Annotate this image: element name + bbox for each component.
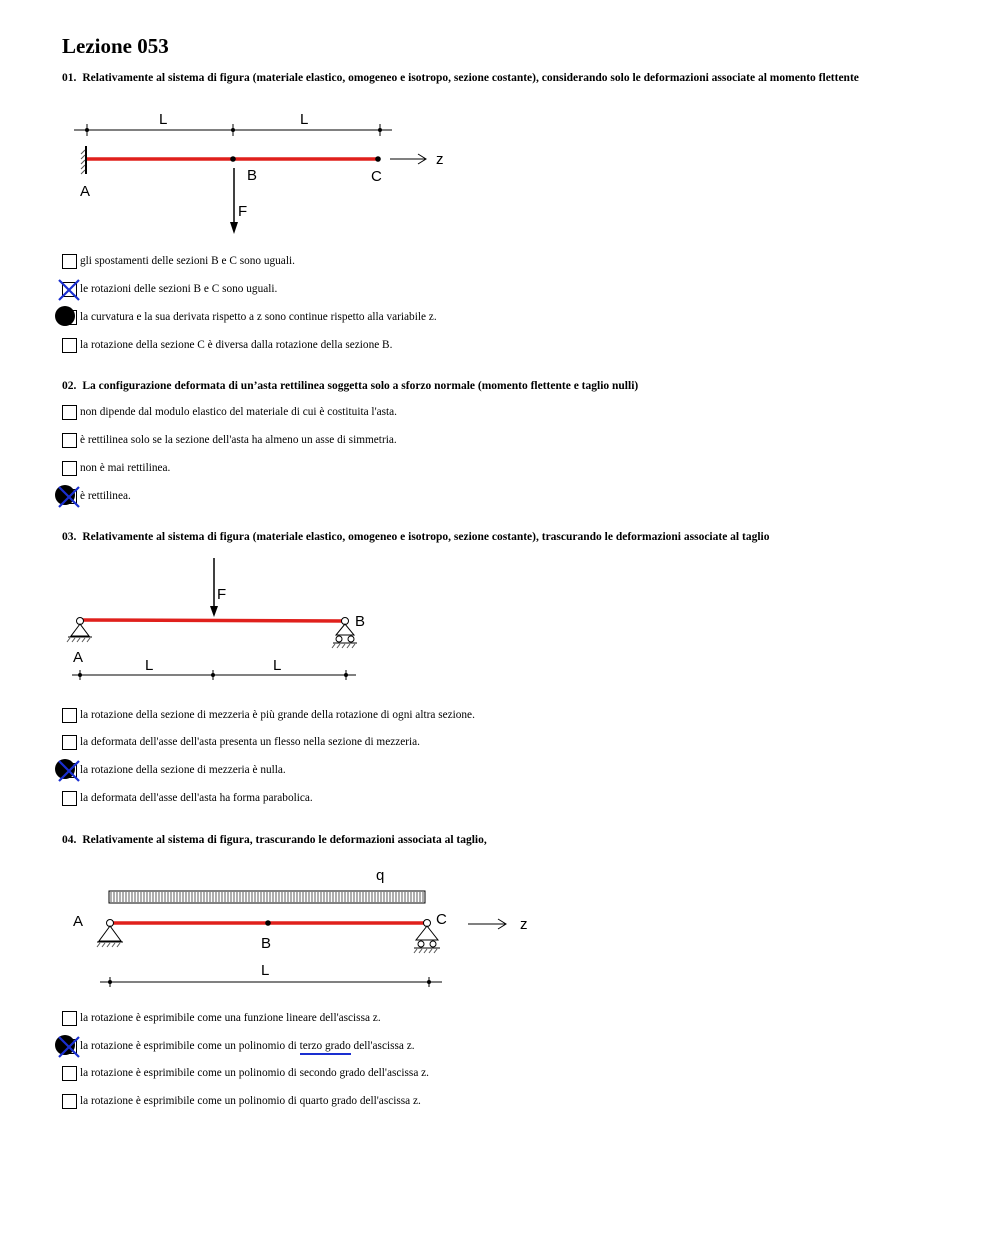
- checkbox[interactable]: [62, 1011, 77, 1026]
- force-label-f: F: [238, 203, 248, 220]
- node-label-b: B: [247, 167, 258, 184]
- figure-simply-supported-distributed-load: [70, 860, 550, 992]
- checkbox[interactable]: [62, 791, 77, 806]
- option-text: la rotazione è esprimibile come una funzione lineare dell'ascissa z.: [80, 1012, 381, 1024]
- dimension-label-l2: L: [273, 657, 282, 674]
- node-b: [265, 920, 271, 926]
- node-label-b: B: [261, 935, 272, 952]
- z-axis-arrow: [390, 154, 426, 164]
- option-text: è rettilinea.: [80, 490, 131, 502]
- page-title: Lezione 053: [62, 34, 169, 58]
- checkbox[interactable]: [62, 433, 77, 448]
- dimension-tick: [78, 670, 82, 680]
- question-number: 01.: [62, 72, 77, 84]
- cross-mark-icon: [56, 1034, 82, 1060]
- checkbox[interactable]: [62, 735, 77, 750]
- dimension-label-l: L: [261, 962, 270, 979]
- filled-dot-mark-icon: [55, 306, 75, 326]
- node-label-a: A: [73, 913, 84, 930]
- option-text: è rettilinea solo se la sezione dell'asta ha almeno un asse di simmetria.: [80, 434, 397, 446]
- beam: [80, 620, 344, 621]
- option-text: la rotazione è esprimibile come un polinomio di quarto grado dell'ascissa z.: [80, 1095, 421, 1107]
- node-label-b: B: [355, 613, 366, 630]
- option-text: la rotazione è esprimibile come un polinomio di secondo grado dell'ascissa z.: [80, 1067, 430, 1079]
- node-label-c: C: [436, 911, 447, 928]
- dimension-tick: [108, 977, 112, 987]
- load-label-q: q: [376, 867, 385, 884]
- option-text: non dipende dal modulo elastico del materiale di cui è costituita l'asta.: [80, 406, 397, 418]
- question-stem: Relativamente al sistema di figura (materiale elastico, omogeneo e isotropo, sezione costante), trascurando le deformazioni associate al taglio: [82, 531, 770, 543]
- option-text-post: dell'ascissa z.: [350, 1040, 415, 1052]
- option-text: [80, 1038, 415, 1054]
- option-text: non è mai rettilinea.: [80, 462, 171, 474]
- option-text: la rotazione della sezione di mezzeria è nulla.: [80, 764, 286, 776]
- node-b: [230, 156, 236, 162]
- question-stem: La configurazione deformata di un’asta rettilinea soggetta solo a sforzo normale (momento flettente e taglio nulli): [82, 380, 639, 392]
- dimension-label-l2: L: [300, 111, 309, 128]
- node-label-c: C: [371, 168, 382, 185]
- dimension-tick: [85, 124, 89, 136]
- checkbox[interactable]: [62, 1066, 77, 1081]
- axis-label-z: z: [520, 916, 528, 933]
- question-02-text: [62, 379, 932, 393]
- node-label-a: A: [80, 183, 91, 200]
- question-number: 04.: [62, 834, 77, 846]
- dimension-label-l1: L: [159, 111, 168, 128]
- dimension-tick: [378, 124, 382, 136]
- force-arrow: [230, 168, 238, 234]
- option-text: la rotazione della sezione di mezzeria è più grande della rotazione di ogni altra sezione.: [80, 709, 475, 721]
- option-text-pre: la rotazione è esprimibile come un polinomio di: [80, 1040, 300, 1052]
- dimension-label-l1: L: [145, 657, 154, 674]
- axis-label-z: z: [436, 151, 444, 168]
- checkbox[interactable]: [62, 1094, 77, 1109]
- question-stem: Relativamente al sistema di figura (materiale elastico, omogeneo e isotropo, sezione costante), considerando solo le deformazioni associate al momento flettente: [82, 72, 859, 84]
- figure-cantilever-beam: [70, 108, 470, 240]
- checkbox[interactable]: [62, 405, 77, 420]
- underlined-text: terzo grado: [300, 1040, 351, 1055]
- fixed-support-hatch: [81, 146, 86, 174]
- option-text: la deformata dell'asse dell'asta presenta un flesso nella sezione di mezzeria.: [80, 736, 421, 748]
- option-text: la deformata dell'asse dell'asta ha forma parabolica.: [80, 792, 313, 804]
- distributed-load: [109, 891, 425, 903]
- checkbox[interactable]: [62, 708, 77, 723]
- dimension-tick: [211, 670, 215, 680]
- dimension-tick: [427, 977, 431, 987]
- question-03-text: [62, 530, 932, 544]
- question-stem: Relativamente al sistema di figura, trascurando le deformazioni associata al taglio,: [82, 834, 487, 846]
- checkbox[interactable]: [62, 254, 77, 269]
- question-01-text: [62, 71, 932, 85]
- checkbox[interactable]: [62, 461, 77, 476]
- question-04-text: [62, 833, 932, 847]
- z-axis-arrow: [468, 919, 506, 929]
- cross-mark-icon: [56, 277, 82, 303]
- option-text: le rotazioni delle sezioni B e C sono uguali.: [80, 283, 278, 295]
- checkbox[interactable]: [62, 338, 77, 353]
- cross-mark-icon: [56, 484, 82, 510]
- cross-mark-icon: [56, 758, 82, 784]
- dimension-tick: [344, 670, 348, 680]
- option-text: gli spostamenti delle sezioni B e C sono uguali.: [80, 255, 295, 267]
- force-label-f: F: [217, 586, 227, 603]
- option-text: la curvatura e la sua derivata rispetto a z sono continue rispetto alla variabile z.: [80, 311, 437, 323]
- question-number: 03.: [62, 531, 77, 543]
- figure-simply-supported-point-load: [62, 554, 382, 686]
- question-number: 02.: [62, 380, 77, 392]
- node-label-a: A: [73, 649, 84, 666]
- node-c: [375, 156, 381, 162]
- dimension-tick: [231, 124, 235, 136]
- option-text: la rotazione della sezione C è diversa dalla rotazione della sezione B.: [80, 339, 393, 351]
